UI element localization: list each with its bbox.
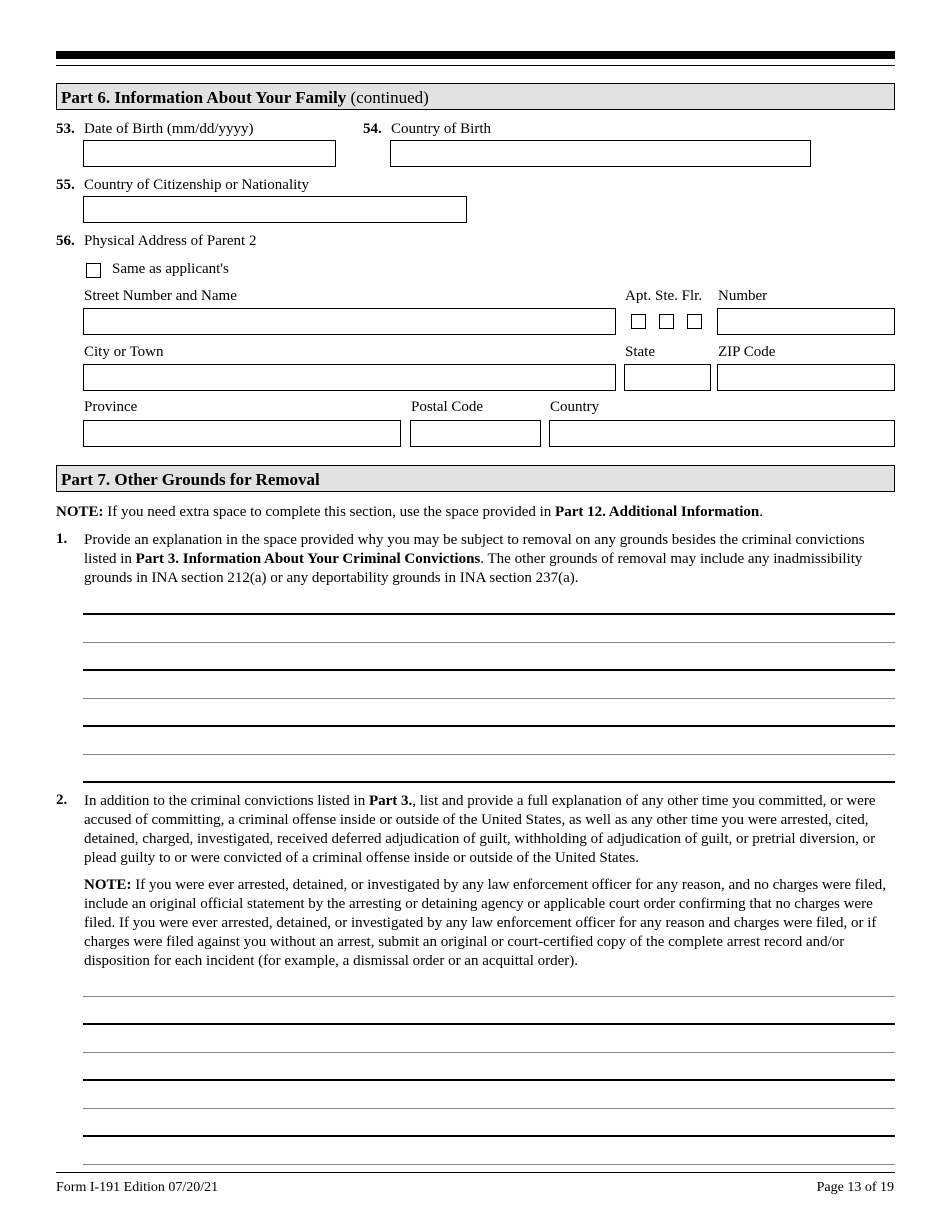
- q1-text-a: Provide an explanation in the space provided why you may be subject to removal on any grounds besides the criminal convictions listed in: [84, 532, 865, 567]
- q2-text-b: , list and provide a full explanation of any other time you committed, or were accused of committing, a criminal offense inside or outside of the United States, as well as any other time you were arrested, cited, detained, charged, investigated, received deferred adjudication of guilt, withholding of adjudication of guilt, or pretrial diversion, or plead guilty to or were convicted of a criminal offense inside or outside of the United States.: [84, 793, 876, 866]
- answer-line[interactable]: [83, 613, 895, 615]
- footer-form-edition: Form I-191 Edition 07/20/21: [56, 1180, 219, 1195]
- apt-checkbox[interactable]: [631, 314, 646, 329]
- q54-label: Country of Birth: [391, 121, 491, 137]
- part7-note-end: .: [759, 504, 763, 520]
- top-thick-rule: [56, 51, 895, 59]
- answer-line[interactable]: [83, 1079, 895, 1081]
- city-or-town-field[interactable]: [83, 364, 616, 391]
- province-field[interactable]: [83, 420, 401, 447]
- q53-label: Date of Birth (mm/dd/yyyy): [84, 121, 254, 137]
- city-label: City or Town: [84, 344, 164, 360]
- q53-number: 53.: [56, 121, 75, 137]
- zip-code-field[interactable]: [717, 364, 895, 391]
- answer-line[interactable]: [83, 698, 895, 699]
- province-label: Province: [84, 399, 138, 415]
- postal-code-field[interactable]: [410, 420, 541, 447]
- q2-text-a: In addition to the criminal convictions listed in: [84, 793, 369, 809]
- q2-text: [84, 792, 896, 868]
- apt-number-field[interactable]: [717, 308, 895, 335]
- part7-title: Part 7. Other Grounds for Removal: [61, 470, 320, 489]
- number-label: Number: [718, 288, 768, 304]
- answer-line[interactable]: [83, 996, 895, 997]
- q55-number: 55.: [56, 177, 75, 193]
- q56-label: Physical Address of Parent 2: [84, 233, 257, 249]
- country-of-birth-field[interactable]: [390, 140, 811, 167]
- footer-rule: [56, 1172, 895, 1173]
- q1-number: 1.: [56, 531, 68, 547]
- q56-number: 56.: [56, 233, 75, 249]
- country-of-citizenship-field[interactable]: [83, 196, 467, 223]
- footer-page-number: Page 13 of 19: [816, 1180, 894, 1195]
- q1-text: [84, 531, 896, 588]
- answer-line[interactable]: [83, 1164, 895, 1165]
- country-label: Country: [550, 399, 600, 415]
- top-thin-rule: [56, 65, 895, 66]
- state-field[interactable]: [624, 364, 711, 391]
- zip-label: ZIP Code: [718, 344, 776, 360]
- answer-line[interactable]: [83, 1108, 895, 1109]
- q2-note-label: NOTE:: [84, 877, 132, 893]
- same-as-applicant-label: Same as applicant's: [112, 261, 229, 277]
- part7-note-text: If you need extra space to complete this section, use the space provided in: [103, 504, 556, 520]
- date-of-birth-field[interactable]: [83, 140, 336, 167]
- q2-number: 2.: [56, 792, 68, 808]
- ste-checkbox[interactable]: [659, 314, 674, 329]
- country-field[interactable]: [549, 420, 895, 447]
- postal-code-label: Postal Code: [411, 399, 484, 415]
- answer-line[interactable]: [83, 1135, 895, 1137]
- q2-text-bold: Part 3.: [368, 793, 413, 809]
- street-number-name-field[interactable]: [83, 308, 616, 335]
- part7-note: [56, 503, 896, 522]
- q55-label: Country of Citizenship or Nationality: [84, 177, 309, 193]
- answer-line[interactable]: [83, 725, 895, 727]
- answer-line[interactable]: [83, 642, 895, 643]
- q1-text-b: . The other grounds of removal may include any inadmissibility grounds in INA section 212(a) or any deportability grounds in INA section 237(a).: [84, 551, 863, 586]
- part7-note-ref: Part 12. Additional Information: [555, 504, 760, 520]
- answer-line[interactable]: [83, 1052, 895, 1053]
- answer-line[interactable]: [83, 781, 895, 783]
- q2-note-text: If you were ever arrested, detained, or investigated by any law enforcement officer for any reason, and no charges were filed, include an original official statement by the arresting or detaining agency or applicable court order confirming that no charges were filed. If you were ever arrested, detained, or investigated by any law enforcement officer for any reason and charges were filed, or if charges were filed against you without an arrest, submit an original or court-certified copy of the complete arrest record and/or disposition for each incident (for example, a dismissal order or an acquittal order).: [84, 877, 887, 969]
- q1-text-bold: Part 3. Information About Your Criminal Convictions: [135, 551, 481, 567]
- q2-note: [84, 876, 896, 971]
- flr-checkbox[interactable]: [687, 314, 702, 329]
- answer-line[interactable]: [83, 1023, 895, 1025]
- part6-title: Part 6. Information About Your Family: [61, 88, 347, 107]
- part7-header: [56, 465, 895, 492]
- q54-number: 54.: [363, 121, 382, 137]
- answer-line[interactable]: [83, 754, 895, 755]
- part7-note-label: NOTE:: [56, 504, 104, 520]
- part6-header: [56, 83, 895, 110]
- same-as-applicant-checkbox[interactable]: [86, 263, 101, 278]
- street-label: Street Number and Name: [84, 288, 237, 304]
- apt-ste-flr-label: Apt. Ste. Flr.: [625, 288, 703, 304]
- answer-line[interactable]: [83, 669, 895, 671]
- part6-title-continued: (continued): [346, 88, 429, 107]
- state-label: State: [625, 344, 655, 360]
